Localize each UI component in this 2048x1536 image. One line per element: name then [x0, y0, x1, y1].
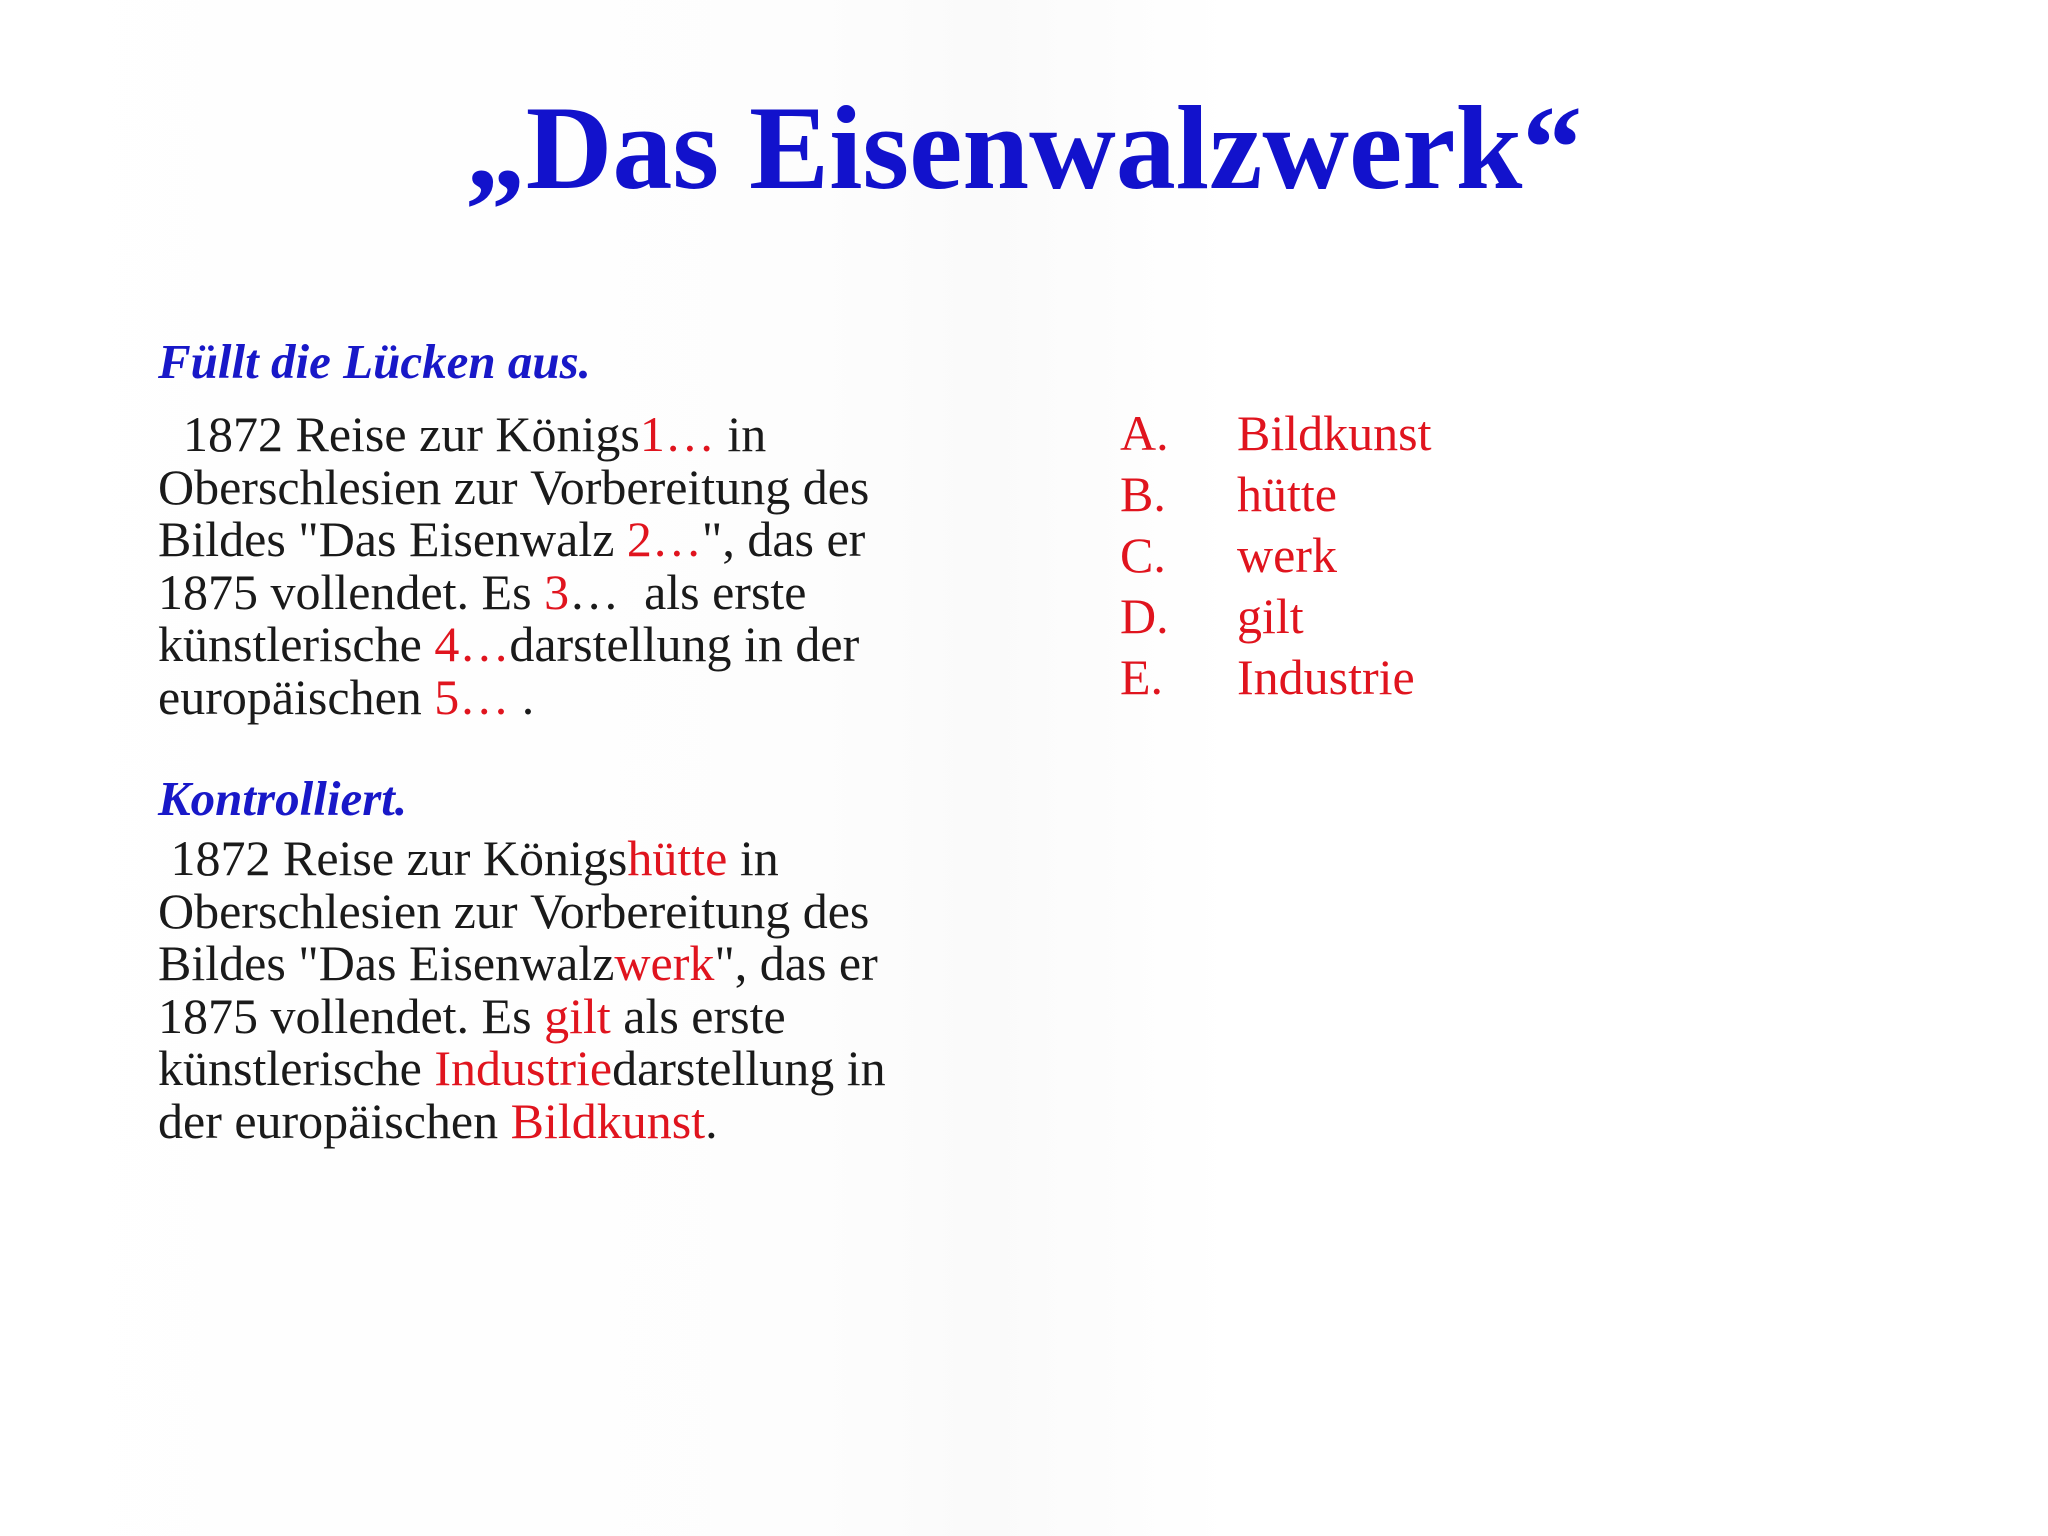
text-segment: Bildes "Das Eisenwalz	[158, 935, 615, 991]
text-segment: europäischen	[158, 668, 435, 725]
text-line	[158, 458, 978, 515]
text-segment: 1875 vollendet. Es	[158, 987, 545, 1044]
text-segment: Oberschlesien zur Vorbereitung des	[158, 458, 870, 515]
text-segment: darstellung in	[612, 1040, 886, 1096]
solution-text-paragraph	[158, 832, 978, 1147]
text-segment: künstlerische	[158, 616, 435, 672]
highlighted-word: Bildkunst	[510, 1092, 706, 1149]
text-segment: .	[509, 668, 535, 725]
text-line	[158, 668, 978, 725]
text-segment: in	[714, 406, 767, 462]
option-letter: C.	[1120, 527, 1166, 583]
option-word: hütte	[1237, 466, 1337, 522]
text-segment: Bildes "Das Eisenwalz	[158, 511, 627, 567]
text-segment: Oberschlesien zur Vorbereitung des	[158, 882, 870, 939]
option-letter: E.	[1120, 649, 1164, 705]
text-segment: 1875 vollendet. Es	[158, 563, 545, 620]
option-letter: B.	[1120, 466, 1166, 522]
answer-option	[1120, 647, 1431, 708]
text-line	[158, 882, 978, 939]
text-segment: ", das er	[714, 935, 878, 991]
task-heading-check: Kontrolliert.	[158, 771, 408, 826]
highlighted-word: 4…	[434, 616, 510, 672]
text-segment: .	[705, 1092, 718, 1149]
option-letter: D.	[1120, 588, 1169, 644]
text-line	[158, 1042, 978, 1095]
option-word: gilt	[1237, 588, 1304, 644]
highlighted-word: werk	[614, 935, 715, 991]
text-segment: … als erste	[569, 563, 807, 620]
text-line	[158, 618, 978, 671]
text-line	[158, 563, 978, 620]
option-word: Bildkunst	[1237, 405, 1432, 461]
gap-text-paragraph	[158, 408, 978, 723]
text-segment: in	[727, 830, 779, 886]
text-line	[158, 408, 978, 461]
task-heading-fill-gaps: Füllt die Lücken aus.	[158, 334, 591, 389]
text-line	[158, 832, 978, 885]
highlighted-word: 5…	[434, 668, 510, 725]
highlighted-word: hütte	[627, 830, 728, 886]
text-segment: 1872 Reise zur Königs	[158, 830, 628, 886]
text-segment: künstlerische	[158, 1040, 435, 1096]
slide-title: „Das Eisenwalzwerk“	[465, 81, 1583, 214]
answer-option	[1120, 586, 1431, 647]
text-segment: 1872 Reise zur Königs	[158, 406, 640, 462]
highlighted-word: 3	[544, 563, 570, 620]
highlighted-word: 2…	[626, 511, 702, 567]
option-letter: A.	[1120, 405, 1169, 461]
answer-options-list	[1120, 403, 1431, 708]
text-line	[158, 987, 978, 1044]
highlighted-word: 1…	[639, 406, 715, 462]
text-line	[158, 1092, 978, 1149]
answer-option	[1120, 525, 1431, 586]
answer-option	[1120, 464, 1431, 525]
option-word: Industrie	[1237, 649, 1415, 705]
text-segment: der europäischen	[158, 1092, 511, 1149]
text-segment: ", das er	[701, 511, 866, 567]
highlighted-word: Industrie	[434, 1040, 613, 1096]
text-segment: als erste	[610, 987, 786, 1044]
text-line	[158, 937, 978, 990]
option-word: werk	[1237, 527, 1337, 583]
answer-option	[1120, 403, 1431, 464]
text-segment: darstellung in der	[509, 616, 860, 672]
highlighted-word: gilt	[544, 987, 611, 1044]
text-line	[158, 513, 978, 566]
